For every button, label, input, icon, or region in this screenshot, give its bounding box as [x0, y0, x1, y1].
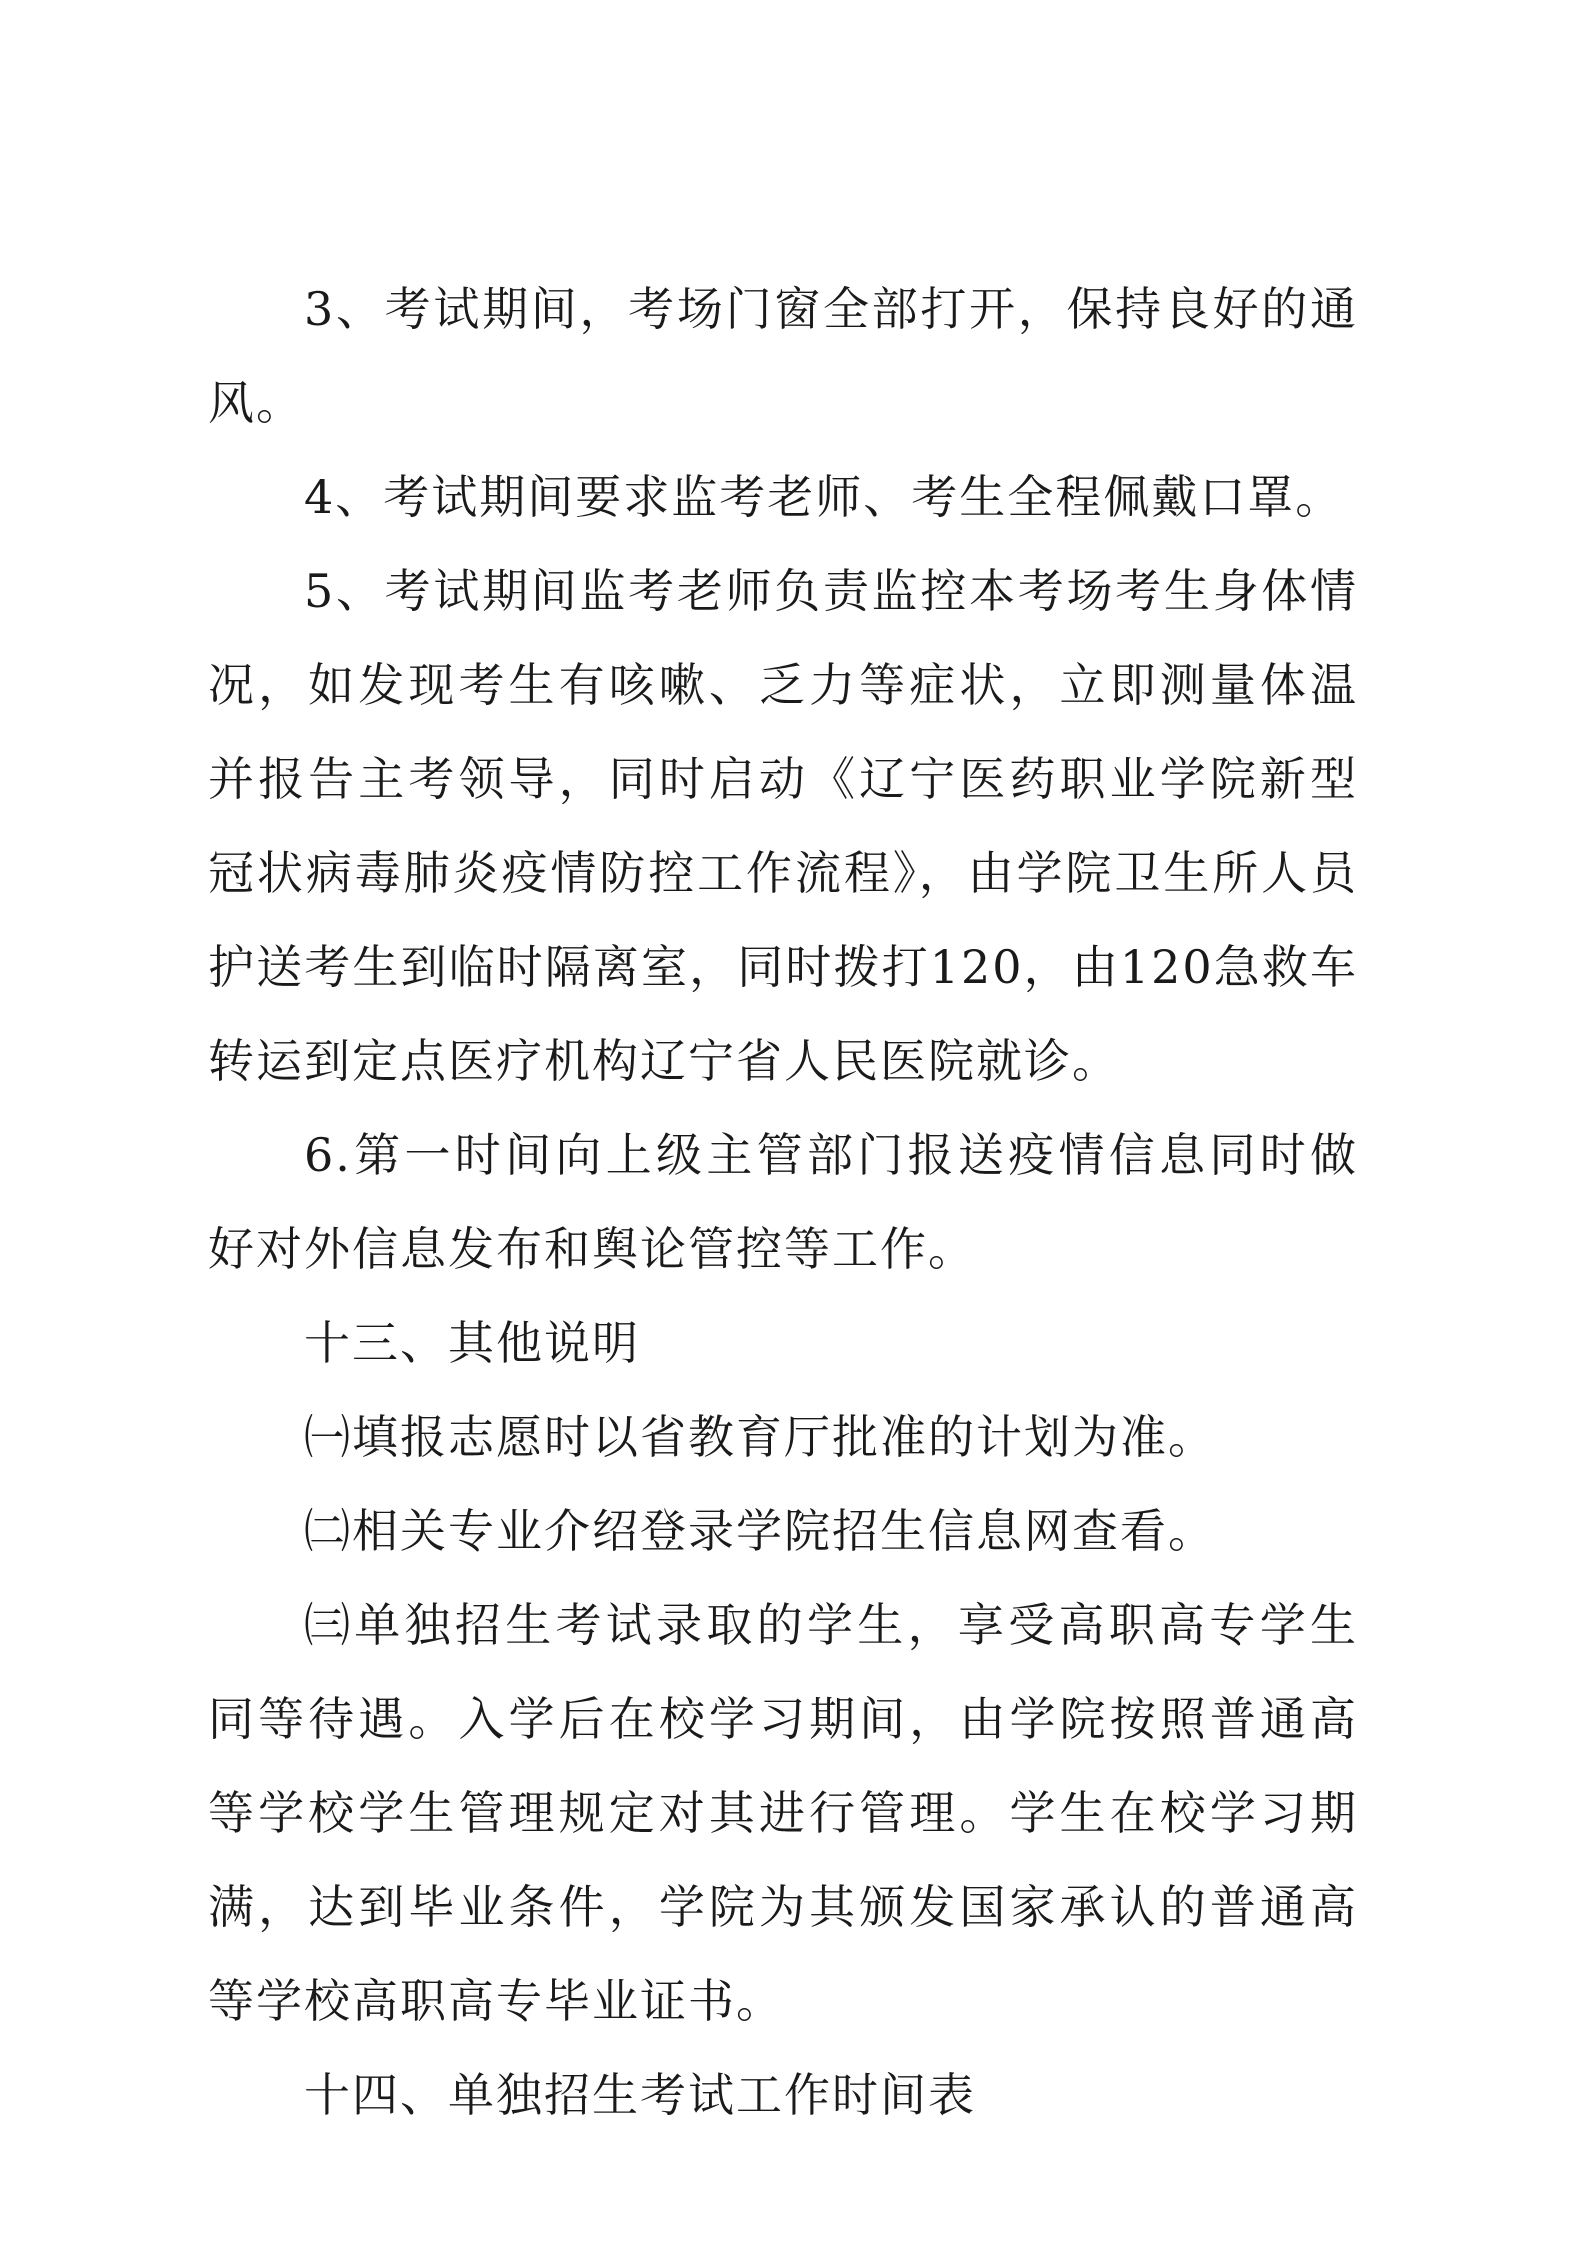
paragraph-note-3: ㈢单独招生考试录取的学生，享受高职高专学生同等待遇。入学后在校学习期间，由学院按照普通高等学校学生管理规定对其进行管理。学生在校学习期满，达到毕业条件，学院为其颁发国家承认的普通高等学校高职高专毕业证书。: [208, 1598, 1358, 2028]
section-heading-14: 十四、单独招生考试工作时间表: [304, 2068, 976, 2122]
paragraph-item-4-masks: 4、考试期间要求监考老师、考生全程佩戴口罩。: [304, 470, 1344, 524]
paragraph-note-2: ㈡相关专业介绍登录学院招生信息网查看。: [304, 1504, 1216, 1558]
paragraph-note-1: ㈠填报志愿时以省教育厅批准的计划为准。: [304, 1410, 1216, 1464]
section-heading-13: 十三、其他说明: [304, 1316, 640, 1370]
document-body: [208, 262, 1358, 2142]
paragraph-item-3-ventilation: 3、考试期间，考场门窗全部打开，保持良好的通风。: [208, 282, 1358, 430]
paragraph-item-5-health-monitoring: 5、考试期间监考老师负责监控本考场考生身体情况，如发现考生有咳嗽、乏力等症状，立即测量体温并报告主考领导，同时启动《辽宁医药职业学院新型冠状病毒肺炎疫情防控工作流程》，由学院卫生所人员护送考生到临时隔离室，同时拨打120，由120急救车转运到定点医疗机构辽宁省人民医院就诊。: [208, 564, 1358, 1088]
paragraph-item-6-reporting: 6.第一时间向上级主管部门报送疫情信息同时做好对外信息发布和舆论管控等工作。: [208, 1128, 1358, 1276]
